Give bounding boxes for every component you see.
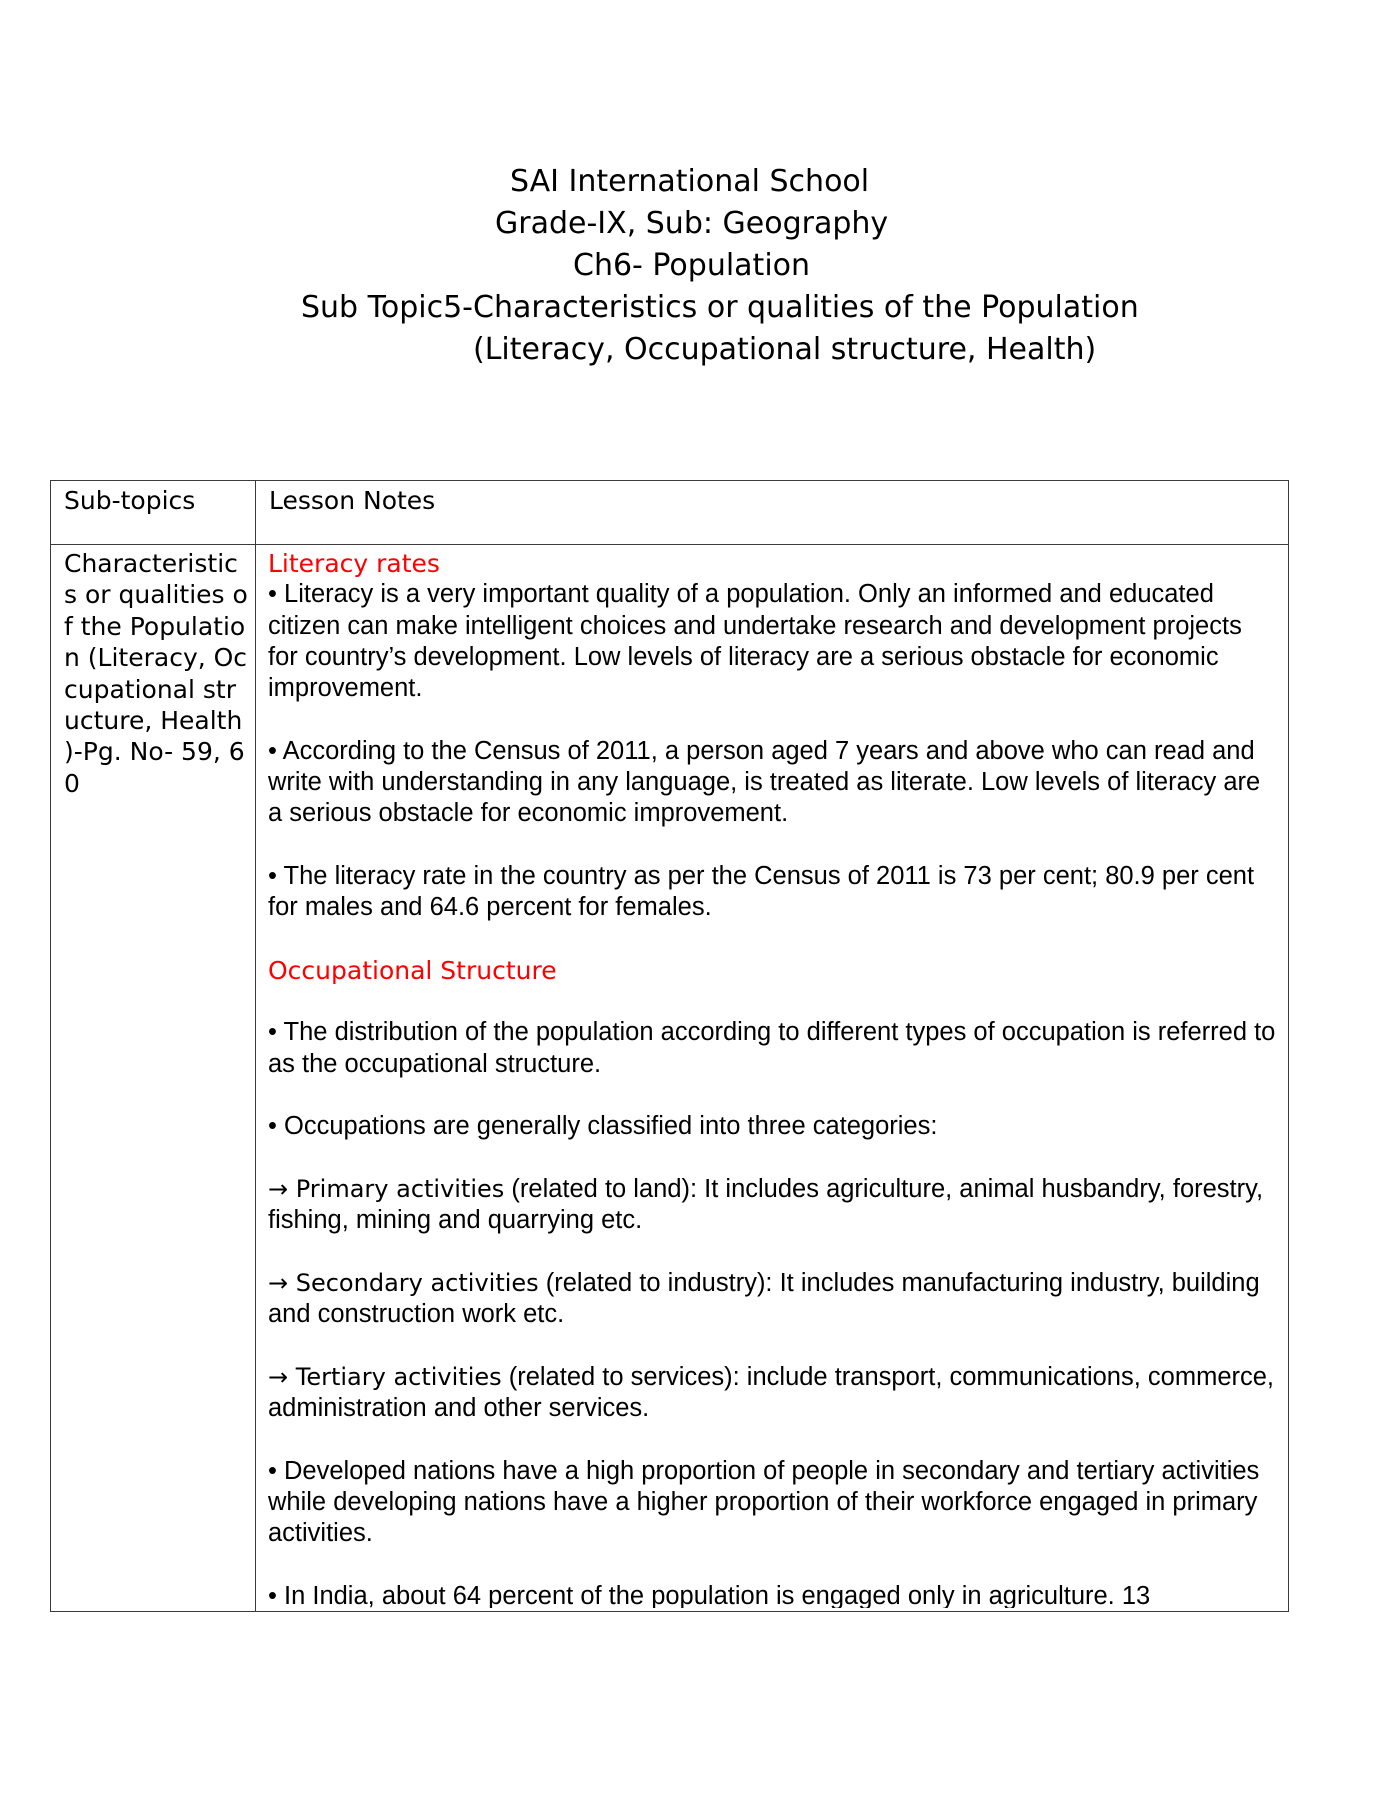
literacy-point-3: • The literacy rate in the country as per the Census of 2011 is 73 per cent; 80.9 per cent for males and 64.6 percent for females. [268, 861, 1255, 922]
chapter-title: Ch6- Population [573, 248, 811, 283]
lesson-notes-table [50, 480, 1289, 1612]
school-name: SAI International School [510, 164, 870, 199]
arrow-icon-tertiary: → Tertiary activities [268, 1362, 502, 1391]
column-header-lesson-notes: Lesson Notes [256, 481, 1289, 545]
arrow-icon-primary: → Primary activities [268, 1174, 505, 1203]
occupational-point-3: • Developed nations have a high proportion of people in secondary and tertiary activities while developing nations have a higher proportion of their workforce engaged in primary activities. [268, 1456, 1260, 1548]
category-tertiary: → Tertiary activities (related to services): include transport, communications, commerce, administration and other services. [268, 1362, 1275, 1423]
occupational-point-4: • In India, about 64 percent of the population is engaged only in agriculture. 13 [268, 1581, 1151, 1608]
subtopic-cell [51, 545, 256, 1612]
sub-topic-title: Sub Topic5-Characteristics or qualities of the Population [301, 290, 1139, 325]
document-header [0, 161, 1390, 371]
literacy-point-2: • According to the Census of 2011, a person aged 7 years and above who can read and write with understanding in any language, is treated as literate. Low levels of literacy are a serious obstacle for economic improvement. [268, 736, 1261, 828]
occupational-point-1: • The distribution of the population according to different types of occupation is referred to as the occupational structure. [268, 1018, 1276, 1078]
category-primary: → Primary activities (related to land): It includes agriculture, animal husbandry, forestry, fishing, mining and quarrying etc. [268, 1174, 1264, 1235]
section-title-occupational: Occupational Structure [268, 955, 557, 985]
subtopic-text: Characteristics or qualities of the Population (Literacy, Occupational structure, Health )-Pg. No- 59, 60 [64, 549, 248, 798]
column-header-subtopics: Sub-topics [51, 481, 256, 545]
sub-topic-detail: (Literacy, Occupational structure, Health) [473, 332, 1097, 367]
table-row [51, 545, 1289, 1612]
table-header-row [51, 481, 1289, 545]
grade-subject: Grade-IX, Sub: Geography [495, 206, 889, 241]
literacy-point-1: • Literacy is a very important quality of a population. Only an informed and educated citizen can make intelligent choices and undertake research and development projects for country’s development. Low levels of literacy are a serious obstacle for economic improvement. [268, 580, 1242, 703]
occupational-point-2: • Occupations are generally classified into three categories: [268, 1112, 938, 1141]
section-title-literacy: Literacy rates [268, 549, 440, 578]
arrow-icon-secondary: → Secondary activities [268, 1268, 539, 1297]
lesson-notes-cell [256, 545, 1289, 1612]
category-secondary: → Secondary activities (related to industry): It includes manufacturing industry, building and construction work etc. [268, 1268, 1260, 1329]
